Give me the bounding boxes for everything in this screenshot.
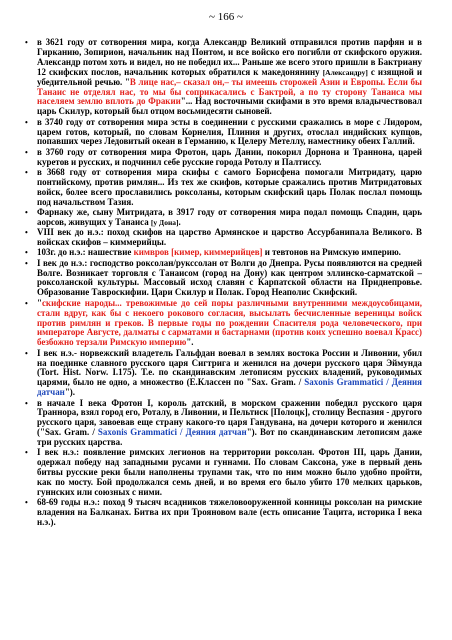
list-item: [24, 168, 422, 208]
entry-text: ".: [186, 337, 194, 348]
source-link[interactable]: Saxonis Grammatici / Деяния датчан: [97, 427, 247, 438]
list-item: [24, 448, 422, 498]
list-item: [24, 228, 422, 248]
list-item: [24, 118, 422, 148]
list-item: [24, 498, 422, 528]
bullet-icon: •: [25, 398, 28, 408]
list-item: [24, 148, 422, 168]
bullet-icon: •: [25, 207, 28, 217]
entry-text: в начале I века Фротон I, король датский, в морском сражении победил русского царя Траннора, взял город его, Роталу, в Ливонии, и Пельтиск [Полоцк], столицу Веспазия - другого русского царя, завоевав еще страну какого-то царя Гандувана, на дочери которого и женился ("Sax. Gram. /: [37, 397, 422, 438]
document-body: [24, 38, 422, 528]
bullet-icon: •: [25, 498, 28, 508]
entry-text: в 3760 году от сотворения мира Фротон, царь Дании, покорил Дорнона и Траннона, царей куретов и русских, и подчинил себе русские города Ротолу и Палтиссу.: [37, 146, 422, 167]
entry-text: Фарнаку же, сыну Митридата, в 3917 году от сотворения мира подал помощь Спадин, царь аорсов, живущих у Танаиса: [37, 206, 422, 227]
bullet-icon: •: [25, 117, 28, 127]
entry-text: ").: [64, 387, 75, 398]
list-item: [24, 38, 422, 117]
entry-text: [у Дона]: [150, 217, 179, 227]
highlighted-quote: скифские народы... тревожимые до сей поры различными внутренними междоусобицами, стали вдруг, как бы с некоего рокового согласия, высылать бесчисленные вереницы войск против римлян и греков. В первые годы по рождении Спасителя рода человеческого, при императоре Августе, далматы с сарматами и бастарнами (против коих успешно воевал Красс) безбожно терзали Римскую империю: [37, 297, 422, 348]
list-item: [24, 259, 422, 299]
list-item: [24, 208, 422, 228]
entry-text: [Александру]: [322, 67, 368, 77]
bullet-icon: •: [25, 228, 28, 238]
source-link[interactable]: Saxonis Grammatici / Деяния датчан: [37, 377, 422, 398]
entry-text: в 3740 году от сотворения мира эсты в соединении с русскими сражались в море с Лидором, царем готов, который, по словам Корнелия, Плиния и других, отослал индийских купцов, попавших через Ледовитый океан в Германию, к Целеру Метеллу, наместнику обеих Галлий.: [37, 116, 422, 147]
entry-text: в 3621 году от сотворения мира, когда Александр Великий отправился против парфян и в Гирканию, Зопирион, начальник над Понтом, и все войско его погибли от скифского оружия. Александр потом хоть и видел, но не победил их... Раньше же всего этого пришли в Бактрианy 12 скифских послов, начальник которых обратился к македонянину: [37, 37, 422, 77]
list-item: [24, 349, 422, 399]
entry-text: I век н.э.- норвежский владетель Гальфдан воевал в землях востока России и Ливонии, убил на поединке славного русского царя Сигтрига и женился на дочери русского царя Эймунда (Tort. Hist. Norw. I.175). Т.е. по скандинавским летописям русских владений, руководимых царями, было не одно, а множество (Е.Классен по "Sax. Gram. /: [37, 347, 422, 388]
bullet-icon: •: [25, 38, 28, 47]
bullet-icon: •: [25, 448, 28, 458]
entry-text: и тевтонов на Римскую империю.: [262, 247, 401, 258]
entry-text: "... Над восточными скифами в это время владычествовал царь Скилур, который был отцом восьмидесяти сыновей.: [37, 96, 422, 117]
bullet-icon: •: [25, 258, 28, 268]
page-number: ~ 166 ~: [209, 11, 243, 23]
bullet-icon: •: [25, 167, 28, 177]
highlighted-quote: кимвров [кимер, киммерийцев]: [133, 247, 263, 258]
entry-text: в 3668 году от сотворения мира скифы с самого Борисфена помогали Митридату, царю понтийскому, против римлян... Из тех же скифов, которые сражались против Митридатовых войск, более всего прославились роксоланы, которым скифский царь Полак послал помощь под начальством Тазия.: [37, 166, 422, 207]
entry-text: ": [37, 297, 42, 308]
entry-text: "). Вот по скандинавским летописям даже три русских царства.: [37, 427, 423, 448]
entry-text: I век до н.э.: господство роксолан/рукссолан от Волги до Днепра. Русы появляются на средней Волге. Возникает торговля с Танаисом (город на Дону) как центром эллинско-сарматской – роксоланской культуры. Массовый исход славян с Карпатской области на Приднепровье. Образование Тавроскифии. Цари Скилур и Полак. Город Неаполис Скифский.: [37, 257, 422, 298]
entry-text: 103г. до н.э.: нашествие: [37, 247, 134, 258]
entry-text: 68-69 годы н.э.: поход 9 тысяч всадников тяжеловооруженной конницы роксолан на римские владения на Балканах. Битва их при Трояновом вале (есть описание Тацита, историка I века н.э.).: [37, 497, 422, 528]
entry-text: .: [178, 216, 181, 227]
highlighted-quote: В лице нас,– сказал он,– ты имеешь сторожей Азии и Европы. Если бы Танаис не отделял нас, то мы бы соприкасались с Бактрой, а по ту сторону Танаиса мы населяем землю вплоть до Фракии: [37, 76, 423, 107]
bullet-icon: •: [25, 147, 28, 157]
bullet-icon: •: [25, 298, 28, 308]
bullet-icon: •: [25, 348, 28, 358]
entry-text: с изящной и убедительной речью. ": [37, 66, 422, 87]
bullet-icon: •: [25, 248, 28, 258]
entry-text: I век н.э.: появление римских легионов на территории роксолан. Фротон III, царь Дании, одержал победу над западными русами и гуннами. По словам Саксона, уже в первый день битвы русские реки были наполнены трупами так, что по ним можно было удобно пройти, как по мосту. Бой продолжался семь дней, и во время его было убито 170 мелких царьков, гуннских или союзных с ними.: [37, 447, 422, 498]
list-item: [24, 299, 422, 349]
list-item: [24, 399, 422, 449]
entry-text: VIII век до н.э.: поход скифов на царство Армянское и царство Ассурбанипала Великого. В войсках скифов – киммерийцы.: [37, 227, 422, 248]
